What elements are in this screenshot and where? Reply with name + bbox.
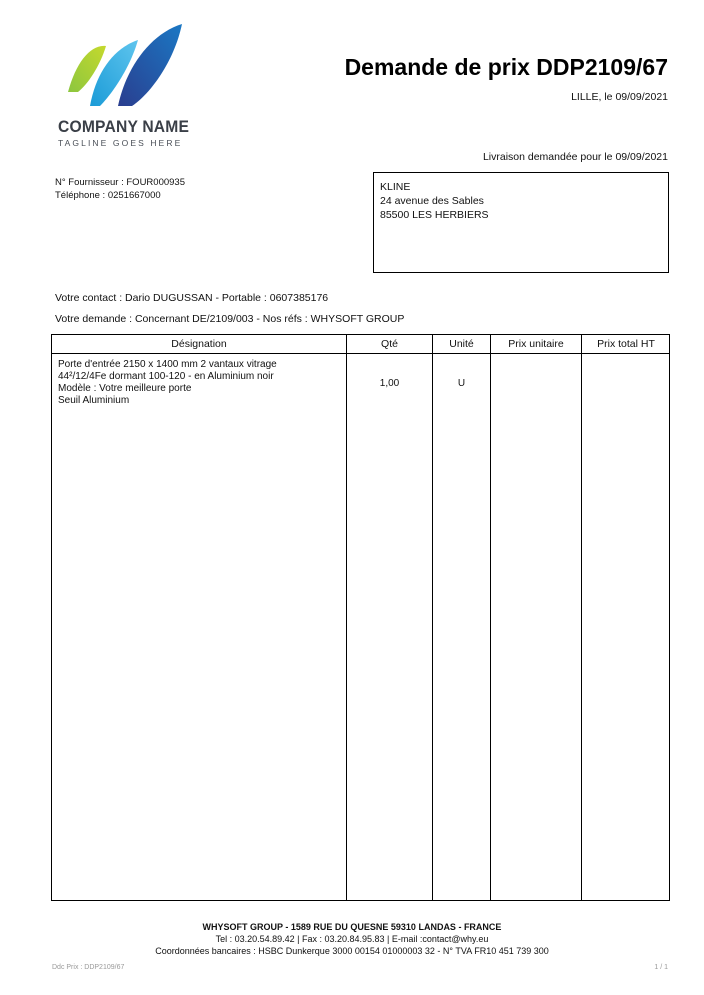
designation-line: Porte d'entrée 2150 x 1400 mm 2 vantaux vitrage [58, 359, 277, 370]
request-line: Votre demande : Concernant DE/2109/003 - Nos réfs : WHYSOFT GROUP [55, 313, 405, 325]
recipient-address-box [373, 172, 669, 273]
delivery-date: Livraison demandée pour le 09/09/2021 [482, 151, 668, 163]
company-tagline: TAGLINE GOES HERE [58, 138, 183, 148]
header-designation: Désignation [171, 338, 227, 350]
footer-contact: Tel : 03.20.54.89.42 | Fax : 03.20.84.95.83 | E-mail :contact@why.eu [215, 934, 489, 944]
document-title: Demande de prix DDP2109/67 [344, 54, 668, 80]
contact-line: Votre contact : Dario DUGUSSAN - Portable : 0607385176 [55, 292, 329, 304]
column-divider [432, 335, 433, 900]
document-date: LILLE, le 09/09/2021 [571, 91, 668, 103]
designation-line: Modèle : Votre meilleure porte [58, 383, 192, 394]
recipient-city: 85500 LES HERBIERS [380, 209, 489, 221]
footer [0, 921, 704, 957]
company-name: COMPANY NAME [58, 117, 190, 136]
recipient-street: 24 avenue des Sables [380, 195, 484, 207]
column-divider [581, 335, 582, 900]
row-designation [58, 359, 343, 407]
designation-line: Seuil Aluminium [58, 395, 130, 406]
row-unit: U [457, 378, 466, 389]
recipient-name: KLINE [380, 181, 411, 193]
footer-company: WHYSOFT GROUP - 1589 RUE DU QUESNE 59310 LANDAS - FRANCE [202, 922, 502, 932]
supplier-number: N° Fournisseur : FOUR000935 [55, 177, 185, 188]
page-number: 1 / 1 [654, 964, 668, 971]
header-unit: Unité [449, 338, 474, 350]
header-divider [52, 353, 669, 354]
header-total: Prix total HT [597, 338, 655, 350]
items-table [51, 334, 670, 901]
designation-line: 44²/12/4Fe dormant 100-120 - en Aluminium noir [58, 371, 274, 382]
column-divider [490, 335, 491, 900]
company-logo [58, 22, 188, 152]
row-qty: 1,00 [379, 378, 400, 389]
column-divider [346, 335, 347, 900]
footer-bank: Coordonnées bancaires : HSBC Dunkerque 3000 00154 01000003 32 - N° TVA FR10 451 739 300 [155, 946, 549, 956]
logo-mark-icon [66, 22, 186, 110]
supplier-phone: Téléphone : 0251667000 [55, 190, 161, 201]
document-reference: Ddc Prix : DDP2109/67 [52, 964, 125, 971]
header-qty: Qté [381, 338, 398, 350]
supplier-info [55, 176, 185, 202]
header-unit-price: Prix unitaire [508, 338, 564, 350]
